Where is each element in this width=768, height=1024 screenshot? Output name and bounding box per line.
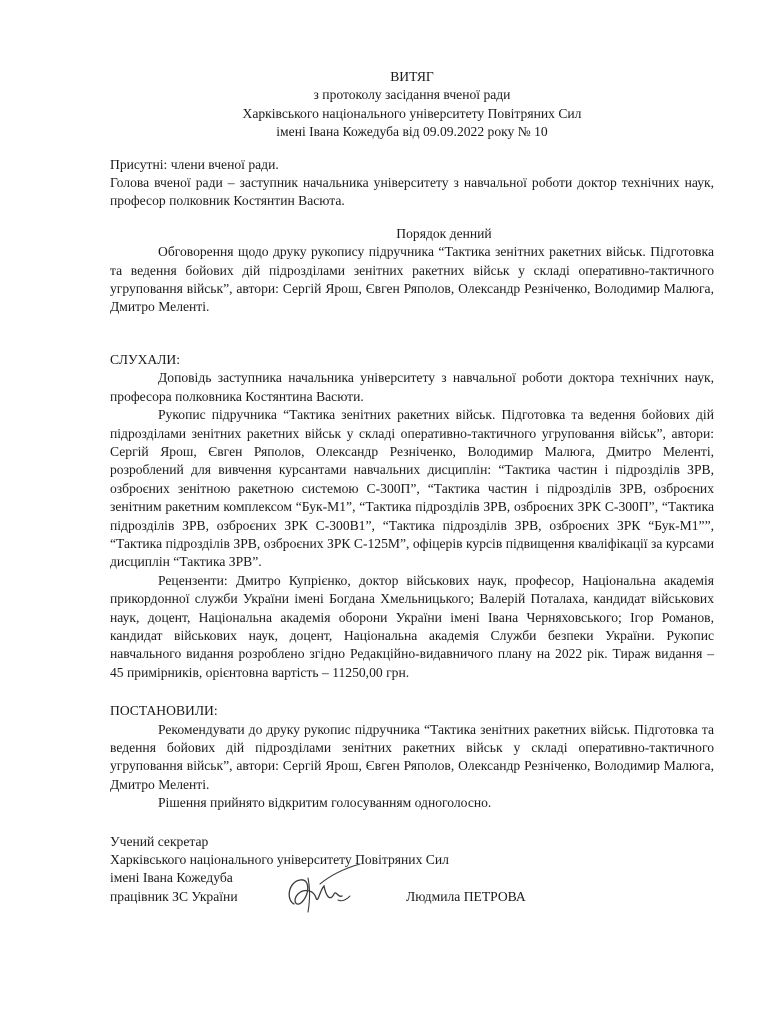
resolved-heading: ПОСТАНОВИЛИ: [110,703,218,719]
agenda-heading: Порядок денний [396,225,492,241]
header-line-3: імені Івана Кожедуба від 09.09.2022 року № 10 [276,124,548,140]
signatory-role: працівник ЗС України [110,888,238,904]
header-line-2: Харківського національного університету Повітряних Сил [242,105,582,121]
agenda-text: Обговорення щодо друку рукопису підручника “Тактика зенітних ракетних військ. Підготовка та ведення бойових дій підрозділами зенітних ракетних військ у складі оперативно-тактичного угруповання військ”, автори: Сергій Ярош, Євген Ряполов, Олександр Резніченко, Володимир Малюга, Дмитро Меленті. [110,244,714,315]
resolved-paragraph-2: Рішення прийнято відкритим голосуванням одноголосно. [158,795,492,811]
signatory-institution: Харківського національного університету Повітряних Сил [110,852,449,868]
attendees-chair: Голова вченої ради – заступник начальника університету з навчальної роботи доктор технічних наук, професор полковник Костянтин Васюта. [110,175,714,209]
document-title: ВИТЯГ [390,69,434,84]
signatory-name: Людмила ПЕТРОВА [406,888,526,904]
signature-block [110,833,714,907]
attendees-present: Присутні: члени вченої ради. [110,156,279,172]
heard-paragraph-2: Рукопис підручника “Тактика зенітних ракетних військ. Підготовка та ведення бойових дій підрозділами зенітних ракетних військ у складі оперативно-тактичного угруповання військ”, автори: Сергій Ярош, Євген Ряполов, Олександр Резніченко, Володимир Малюга, Дмитро Меленті, розроблений для вивчення курсантами навчальних дисциплін: “Тактика частин і підрозділів ЗРВ, озброєних зенітною ракетною системою С-300П”, “Тактика частин і підрозділів ЗРВ, озброєних зенітним ракетним комплексом “Бук-М1”, “Тактика підрозділів ЗРВ, озброєних ЗРК С-300П”, “Тактика підрозділів ЗРВ, озброєних ЗРК С-300В1”, “Тактика підрозділів ЗРВ, озброєних ЗРК “Бук-М1””, “Тактика підрозділів ЗРВ, озброєних ЗРК С-125М”, офіцерів курсів підвищення кваліфікації за курсами дисциплін “Тактика ЗРВ”. [110,407,714,570]
heard-paragraph-3: Рецензенти: Дмитро Купрієнко, доктор військових наук, професор, Національна академія прикордонної служби України імені Богдана Хмельницького; Валерій Поталаха, кандидат військових наук, доцент, Національна академія оборони України імені Івана Черняховського; Ігор Романов, кандидат військових наук, доцент, Національна академія Служби безпеки України. Рукопис навчального видання розроблено згідно Редакційно-видавничого плану на 2022 рік. Тираж видання – 45 примірників, орієнтовна вартість – 11250,00 грн. [110,572,714,680]
signatory-institution-name: імені Івана Кожедуба [110,870,233,886]
header-line-1: з протоколу засідання вченої ради [313,87,511,103]
document-page [110,68,714,906]
heard-paragraph-1: Доповідь заступника начальника університету з навчальної роботи доктора технічних наук, професора полковника Костянтина Васюти. [110,370,714,404]
resolved-paragraph-1: Рекомендувати до друку рукопис підручника “Тактика зенітних ракетних військ. Підготовка та ведення бойових дій підрозділами зенітних ракетних військ у складі оперативно-тактичного угруповання військ”, автори: Сергій Ярош, Євген Ряполов, Олександр Резніченко, Володимир Малюга, Дмитро Меленті. [110,721,714,792]
heard-heading: СЛУХАЛИ: [110,351,181,367]
signatory-position: Учений секретар [110,833,209,849]
handwritten-signature [280,860,362,916]
